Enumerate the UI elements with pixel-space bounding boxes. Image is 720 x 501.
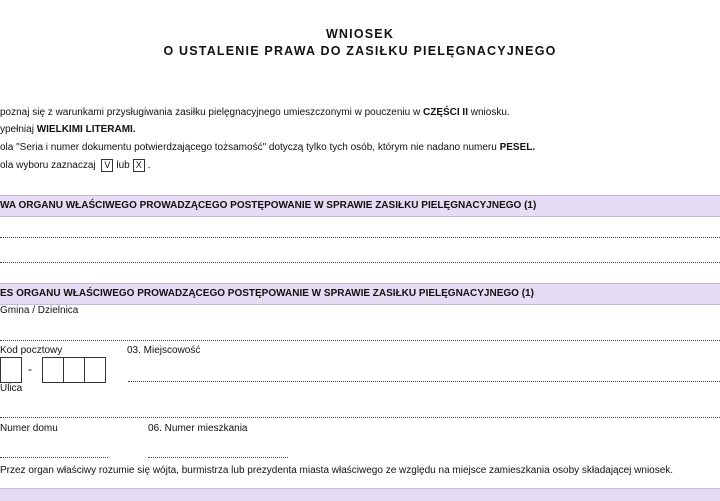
instruction-1-bold: CZĘŚCI II — [422, 107, 468, 118]
postal-digit-3[interactable] — [42, 357, 64, 383]
city-field[interactable] — [128, 381, 720, 382]
checkbox-x-example: X — [133, 159, 145, 172]
apartment-number-label: 06. Numer mieszkania — [148, 423, 248, 434]
instruction-2-bold: WIELKIMI LITERAMI. — [36, 124, 136, 135]
postal-digit-4[interactable] — [63, 357, 85, 383]
gmina-label: Gmina / Dzielnica — [0, 305, 79, 316]
section-organ-name-header — [0, 195, 720, 217]
instruction-1 — [0, 107, 510, 118]
footnote: Przez organ właściwy rozumie się wójta, burmistrza lub prezydenta miasta właściwego ze względu na miejsce zamieszkania osoby składającej wniosek. — [0, 465, 674, 476]
apartment-number-field[interactable] — [148, 457, 288, 458]
section-organ-address-title: ES ORGANU WŁAŚCIWEGO PROWADZĄCEGO POSTĘPOWANIE W SPRAWIE ZASIŁKU PIELĘGNACYJNEGO (1) — [0, 288, 534, 299]
next-section-header — [0, 488, 720, 501]
postal-digit-2[interactable] — [0, 357, 22, 383]
house-number-label: Numer domu — [0, 423, 58, 434]
street-label: Ulica — [0, 383, 23, 394]
instruction-4 — [0, 159, 151, 172]
postal-code-label: Kod pocztowy — [0, 345, 63, 356]
checkbox-v-example: V — [101, 159, 113, 172]
section-organ-address-header — [0, 283, 720, 305]
organ-name-line-2[interactable] — [0, 262, 720, 263]
instruction-1-end: wniosku. — [468, 107, 510, 118]
instruction-4-end: . — [147, 160, 151, 172]
gmina-field[interactable] — [0, 340, 720, 341]
section-organ-name-title: WA ORGANU WŁAŚCIWEGO PROWADZĄCEGO POSTĘPOWANIE W SPRAWIE ZASIŁKU PIELĘGNACYJNEGO (1) — [0, 200, 537, 211]
instruction-2 — [0, 124, 136, 135]
postal-dash: - — [28, 362, 32, 376]
postal-digit-5[interactable] — [84, 357, 106, 383]
instruction-3 — [0, 142, 535, 153]
street-field[interactable] — [0, 417, 720, 418]
city-label: 03. Miejscowość — [127, 345, 201, 356]
organ-name-line-1[interactable] — [0, 237, 720, 238]
house-number-field[interactable] — [0, 457, 108, 458]
form-subtitle: O USTALENIE PRAWA DO ZASIŁKU PIELĘGNACYJNEGO — [163, 44, 557, 58]
form-title: WNIOSEK — [325, 27, 395, 41]
instruction-1-text: poznaj się z warunkami przysługiwania zasiłku pielęgnacyjnego umieszczonymi w pouczeniu w — [0, 107, 423, 118]
instruction-3-bold: PESEL. — [499, 142, 536, 153]
instruction-3-text: ola "Seria i numer dokumentu potwierdzającego tożsamość" dotyczą tylko tych osób, którym nie nadano numeru — [0, 142, 500, 153]
instruction-4-or: lub — [116, 160, 130, 172]
instruction-2-text: ypełniaj — [0, 124, 37, 135]
instruction-4-text: ola wyboru zaznaczaj — [0, 160, 99, 172]
